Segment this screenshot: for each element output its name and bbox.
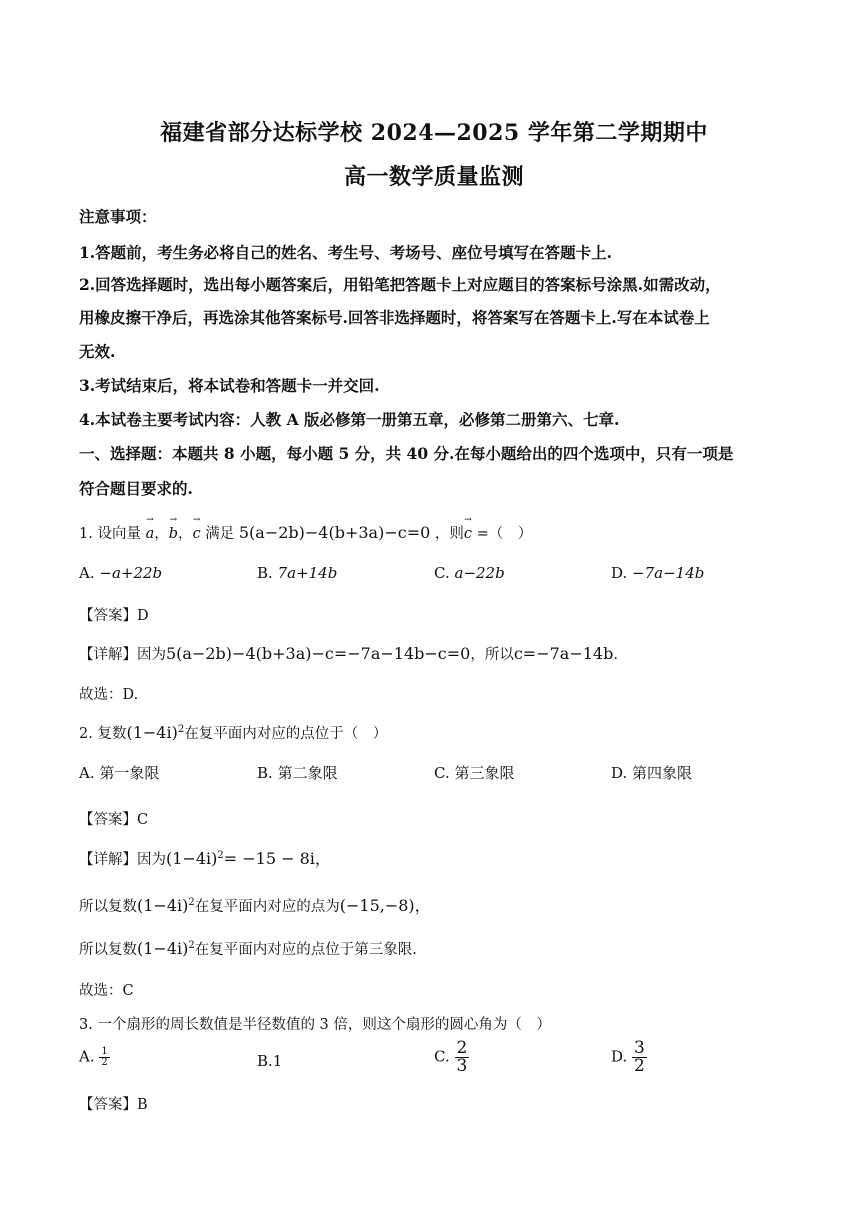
q3-option-b: B.1 bbox=[257, 1052, 283, 1070]
q1-detail-equation: 5(a−2b)−4(b+3a)−c=−7a−14b−c=0 bbox=[166, 644, 471, 663]
q1-blank: =（ ） bbox=[476, 526, 533, 542]
notice-heading: 注意事项： bbox=[79, 207, 157, 226]
q1-option-c: C. a−22b bbox=[434, 564, 505, 582]
q3-stem: 3. 一个扇形的周长数值是半径数值的 3 倍，则这个扇形的圆心角为（ ） bbox=[79, 1017, 551, 1033]
q1-detail-result: c=−7a−14b bbox=[513, 644, 614, 663]
section-heading-a: 一、选择题：本题共 8 小题，每小题 5 分，共 40 分.在每小题给出的四个选项中，只有一项是 bbox=[79, 444, 734, 463]
notice-item-2a: 2.回答选择题时，选出每小题答案后，用铅笔把答题卡上对应题目的答案标号涂黑.如需改动， bbox=[79, 275, 721, 294]
q2-option-a: A. 第一象限 bbox=[79, 764, 160, 782]
q1-stem: 1. 设向量 → a，→ b，→ c 满足 5(a−2b)−4(b+3a)−c=0 ，则→ c =（ ） bbox=[79, 522, 532, 543]
q3-answer: 【答案】B bbox=[79, 1097, 148, 1113]
q3-option-c: C. $\frac{2}{3}$ bbox=[434, 1038, 468, 1076]
q2-option-d: D. 第四象限 bbox=[611, 764, 693, 782]
q2-detail-2: 所以复数$(1-4i)^2$在复平面内对应的点为(−15,−8)， bbox=[79, 896, 431, 915]
notice-item-3: 3.考试结束后，将本试卷和答题卡一并交回. bbox=[79, 376, 380, 395]
exam-subtitle: 高一数学质量监测 bbox=[343, 164, 524, 190]
q1-stem-mid: 满足 bbox=[205, 526, 235, 542]
notice-item-2c: 无效. bbox=[79, 342, 116, 361]
q1-answer: 【答案】D bbox=[79, 608, 149, 624]
q3-option-d: D. $\frac{3}{2}$ bbox=[611, 1038, 645, 1076]
notice-item-4: 4.本试卷主要考试内容：人教 A 版必修第一册第五章，必修第二册第六、七章. bbox=[79, 410, 620, 429]
q2-detail-1: 【详解】因为$(1-4i)^2= -15 - 8i$， bbox=[79, 849, 331, 868]
q1-choose: 故选：D. bbox=[79, 687, 139, 703]
q3-option-c-fraction: $\frac{2}{3}$ bbox=[456, 1038, 468, 1076]
q1-stem-end: ，则 bbox=[434, 526, 464, 542]
exam-title: 福建省部分达标学校 2024—2025 学年第二学期期中 bbox=[160, 120, 708, 146]
q1-option-a: A. −a+22b bbox=[79, 564, 163, 582]
notice-item-2b: 用橡皮擦干净后，再选涂其他答案标号.回答非选择题时，将答案写在答题卡上.写在本试卷上 bbox=[79, 308, 710, 327]
q1-detail: 【详解】因为5(a−2b)−4(b+3a)−c=−7a−14b−c=0，所以c=−7a−14b. bbox=[79, 644, 618, 663]
q3-option-a-fraction: $\frac{1}{2}$ bbox=[101, 1046, 108, 1068]
q3-option-d-fraction: $\frac{3}{2}$ bbox=[634, 1038, 645, 1076]
q3-option-a: A. $\frac{1}{2}$ bbox=[79, 1046, 108, 1068]
q1-equation: 5(a−2b)−4(b+3a)−c=0 bbox=[238, 523, 431, 542]
section-heading-b: 符合题目要求的. bbox=[79, 479, 193, 498]
q2-answer: 【答案】C bbox=[79, 812, 149, 828]
q2-stem: 2. 复数$(1-4i)^2$在复平面内对应的点位于（ ） bbox=[79, 723, 388, 742]
q1-option-b: B. 7a+14b bbox=[257, 564, 338, 582]
q1-stem-start: 1. 设向量 bbox=[79, 526, 141, 542]
q2-detail-3: 所以复数$(1-4i)^2$在复平面内对应的点位于第三象限. bbox=[79, 939, 417, 958]
q1-option-d: D. −7a−14b bbox=[611, 564, 705, 582]
q2-option-b: B. 第二象限 bbox=[257, 764, 338, 782]
q2-choose: 故选：C bbox=[79, 983, 134, 999]
notice-item-1: 1.答题前，考生务必将自己的姓名、考生号、考场号、座位号填写在答题卡上. bbox=[79, 243, 613, 262]
q2-option-c: C. 第三象限 bbox=[434, 764, 515, 782]
